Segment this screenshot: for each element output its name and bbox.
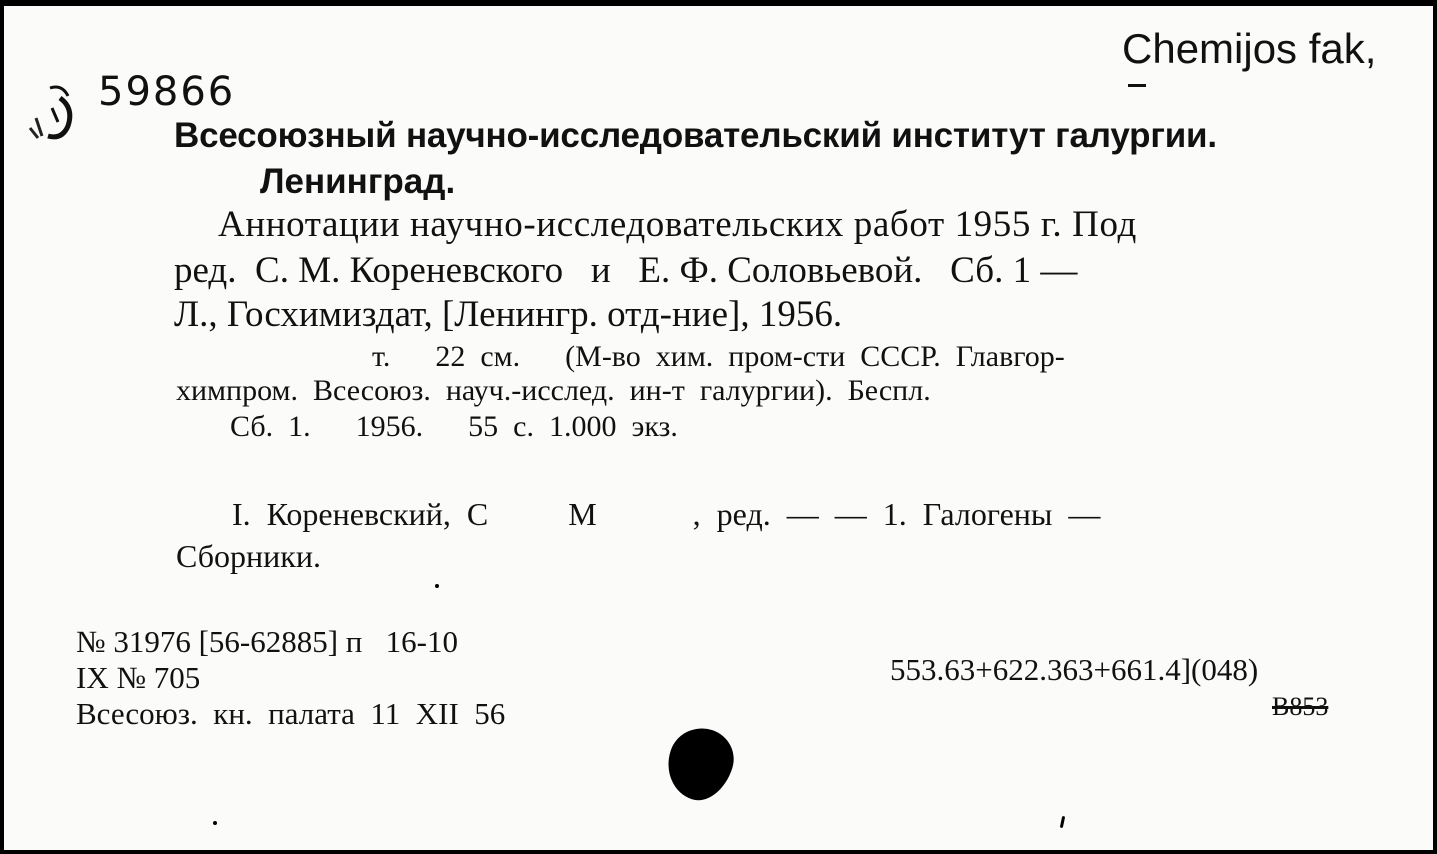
title-line-2: ред. С. М. Кореневского и Е. Ф. Соловьевой. Сб. 1 — xyxy=(174,250,1078,291)
classification-code: B853 xyxy=(1272,692,1329,721)
physical-line-1: т. 22 см. (М-во хим. пром-сти СССР. Главгор- xyxy=(372,340,1065,373)
speck-3 xyxy=(1060,816,1065,828)
speck-2 xyxy=(213,821,217,825)
punch-hole-blot xyxy=(658,720,741,808)
tracings-line-1: I. Кореневский, С М , ред. — — 1. Галогены — xyxy=(232,496,1101,532)
speck-1 xyxy=(435,584,439,588)
handwritten-inventory-number: 59866 xyxy=(98,69,236,115)
stamp-note: Chemijos fak, xyxy=(1122,25,1377,72)
physical-line-2: химпром. Всесоюз. науч.-исслед. ин-т галургии). Беспл. xyxy=(176,374,931,407)
book-chamber: Всесоюз. кн. палата 11 XII 56 xyxy=(76,696,506,731)
title-line-1: Аннотации научно-исследовательских работ 1955 г. Под xyxy=(218,204,1137,245)
library-stamp-mark xyxy=(22,78,92,148)
city-heading: Ленинград. xyxy=(260,162,456,201)
title-line-3: Л., Госхимиздат, [Ленингр. отд-ние], 1956. xyxy=(174,294,843,335)
udc-index: 553.63+622.363+661.4](048) xyxy=(890,652,1259,687)
physical-line-3: Сб. 1. 1956. 55 с. 1.000 экз. xyxy=(230,410,678,443)
record-number: № 31976 [56-62885] п 16-10 xyxy=(76,624,458,659)
stamp-dash xyxy=(1128,84,1146,87)
series-number: IX № 705 xyxy=(76,660,201,695)
tracings-line-2: Сборники. xyxy=(176,538,321,574)
institution-heading: Всесоюзный научно-исследовательский институт галургии. xyxy=(174,116,1217,155)
